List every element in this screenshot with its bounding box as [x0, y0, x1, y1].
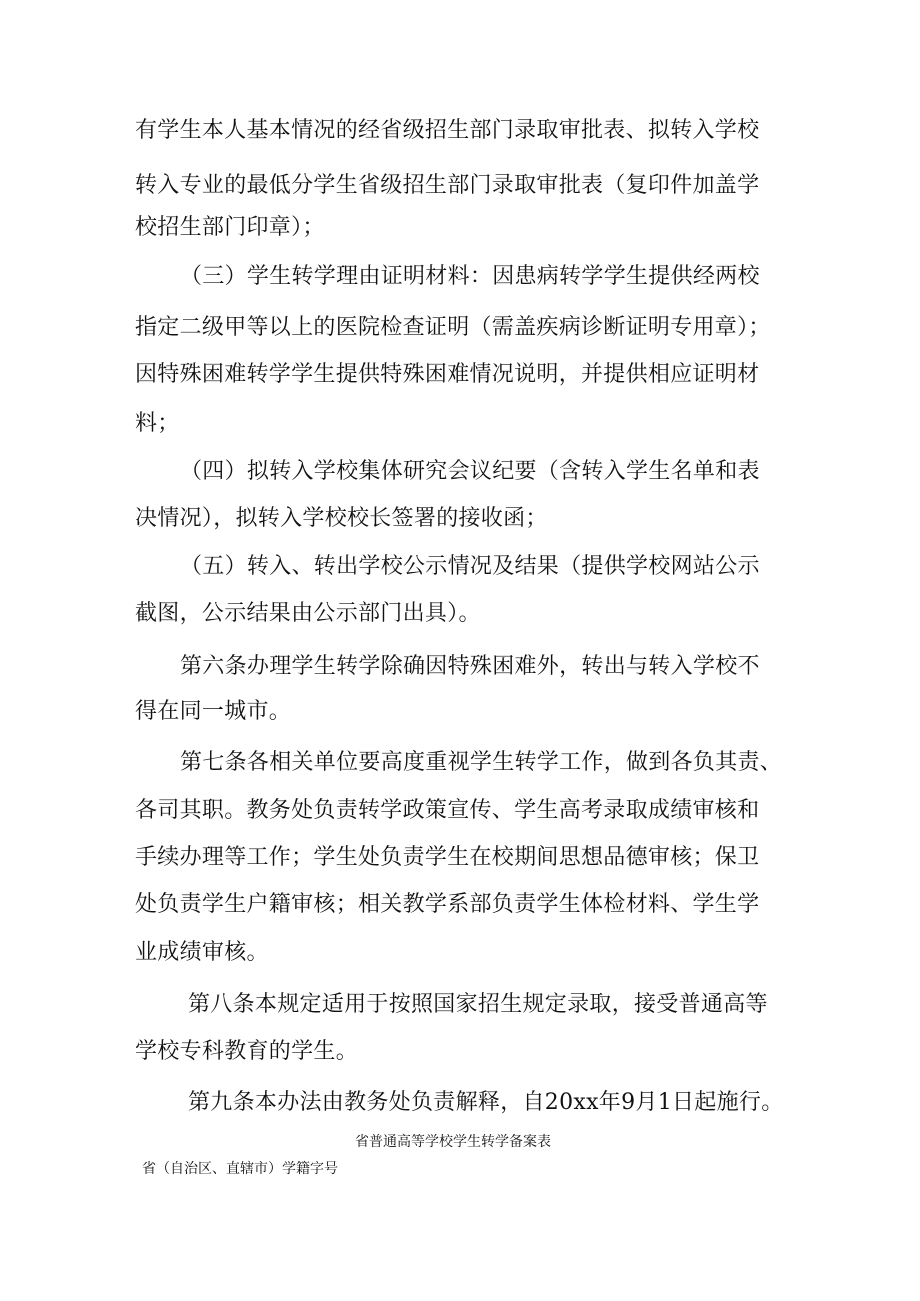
paragraph-line-8: （四）拟转入学校集体研究会议纪要（含转入学生名单和表: [180, 459, 760, 484]
article-9-line-1: 第九条本办法由教务处负责解释，自20xx年9月1日起施行。: [188, 1090, 784, 1115]
paragraph-line-5: 指定二级甲等以上的医院检查证明（需盖疾病诊断证明专用章）；: [135, 315, 771, 340]
article-8-line-1: 第八条本规定适用于按照国家招生规定录取，接受普通高等: [188, 992, 768, 1017]
article-7-line-4: 处负责学生户籍审核；相关教学系部负责学生体检材料、学生学: [135, 892, 760, 917]
article-8-line-2: 学校专科教育的学生。: [135, 1039, 359, 1064]
paragraph-line-10: （五）转入、转出学校公示情况及结果（提供学校网站公示: [180, 554, 760, 579]
paragraph-line-3: 校招生部门印章）；: [135, 215, 325, 240]
article-6-line-2: 得在同一城市。: [135, 699, 292, 724]
paragraph-line-7: 料；: [135, 411, 180, 436]
article-7-line-3: 手续办理等工作；学生处负责学生在校期间思想品德审核；保卫: [135, 845, 760, 870]
paragraph-line-1: 有学生本人基本情况的经省级招生部门录取审批表、拟转入学校: [135, 118, 760, 143]
paragraph-line-11: 截图，公示结果由公示部门出具）。: [135, 601, 481, 626]
article-7-line-5: 业成绩审核。: [135, 940, 269, 965]
paragraph-line-4: （三）学生转学理由证明材料：因患病转学学生提供经两校: [180, 264, 760, 289]
paragraph-line-6: 因特殊困难转学学生提供特殊困难情况说明，并提供相应证明材: [135, 362, 760, 387]
form-subtitle: 省（自治区、直辖市）学籍字号: [142, 1161, 338, 1177]
form-title: 省普通高等学校学生转学备案表: [355, 1134, 551, 1150]
article-7-line-2: 各司其职。教务处负责转学政策宣传、学生高考录取成绩审核和: [135, 798, 760, 823]
paragraph-line-9: 决情况），拟转入学校校长签署的接收函；: [135, 506, 548, 531]
article-7-line-1: 第七条各相关单位要高度重视学生转学工作，做到各负其责、: [180, 750, 783, 775]
article-6-line-1: 第六条办理学生转学除确因特殊困难外，转出与转入学校不: [180, 654, 760, 679]
paragraph-line-2: 转入专业的最低分学生省级招生部门录取审批表（复印件加盖学: [135, 173, 760, 198]
